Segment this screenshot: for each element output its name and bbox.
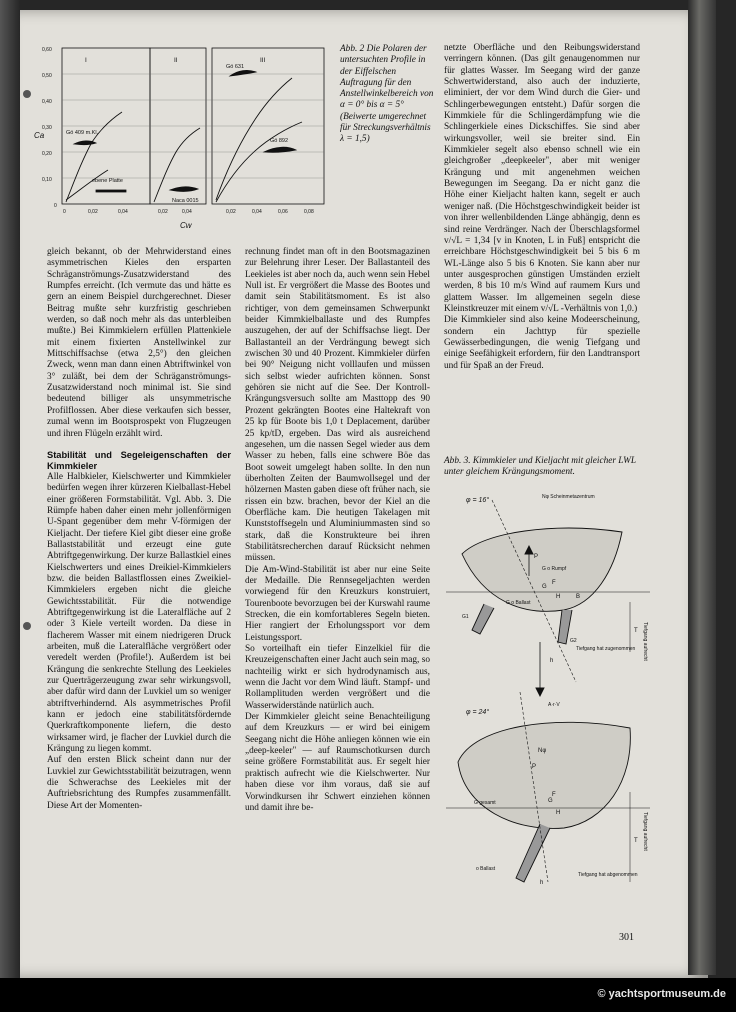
- label-p-bottom: P: [532, 764, 537, 770]
- label-arv: A·r·V: [548, 702, 560, 708]
- polar-curve-go409: [66, 112, 122, 202]
- y-axis-label: Ca: [34, 131, 45, 140]
- label-g1: G1: [462, 614, 469, 620]
- label-draft-increased: Tiefgang hat zugenommen: [576, 646, 636, 652]
- paragraph: rechnung findet man oft in den Bootsmagazinen zur Belehrung ihrer Leser. Der Ballastanteil des Leekieles ist aber noch da, auch wenn sein Hebel Null ist. Er vergrößert die Masse des Bootes und damit sein Stabilitätsmoment. Es ist also richtiger, von dem gemeinsamen Schwerpunkt beider Kimmkielballaste und des Rumpfes auszugehen, der auf der Schiffsachse liegt. Der Ballastanteil an der Verdrängung bewegt sich zwischen 30 und 40 Prozent. Kimmkieler dürfen bei 90° Neigung nicht volllaufen und müssen sich selbst wieder aufrichten können. Sonst gehören sie nicht auf die See. Der Kontroll-Krängungsversuch sollte am Masttopp des 90 Prozent gekrängten Bootes eine Haltekraft von 25 kp für Boote bis 1,0 t Deplacement, darüber 25 kp/tD, ergeben. Das wird als ausreichend angesehen, um die nassen Segel wieder aus dem Wasser zu heben, falls eine schwere Böe das Boot soweit umgelegt haben sollte. In den nun überholten Zeiten der Baumwollsegel und der hölzernen Masten gaben diese oft früher nach, sie rissen ein bzw. brachen, bevor der Kiel an die Oberfläche kam. Die heutigen Takelagen mit Kunststoffsegeln und Aluminiummasten sind so stark, daß die Konstrukteure bei ihren Stabilitätsrecherchen darauf Rücksicht nehmen müssen.: [245, 247, 430, 564]
- label-h: H: [556, 594, 561, 600]
- label-f-bottom: F: [552, 792, 556, 798]
- paragraph: Die Am-Wind-Stabilität ist aber nur eine Seite der Medaille. Die Rennsegeljachten werden vorwiegend für den Kreuzkurs konstruiert, Tourenboote bevorzugen bei der Kurswahl raume Strecken, die ein komfortableres Segeln bieten. Hier rangiert der Erholungssport vor dem Leistungssport.: [245, 564, 430, 643]
- figure-2-caption: Abb. 2 Die Polaren der untersuchten Profile in der Eiffelschen Auftragung für den Anstellwinkelbereich von α = 0° bis α = 5° (Beiwerte umgerechnet für Streckungsverhältnis λ = 1,5): [340, 44, 434, 145]
- hull-bottom-kieljacht: [458, 722, 630, 828]
- x-tick: 0,02: [226, 209, 236, 215]
- label-t: T: [634, 628, 638, 634]
- polar-curve-go892: [216, 122, 302, 202]
- bilge-keel-windward: [472, 604, 494, 634]
- label-g2: G2: [570, 638, 577, 644]
- label-b: B: [576, 594, 581, 600]
- figure-3-caption: Abb. 3. Kimmkieler und Kieljacht mit gleicher LWL unter gleichem Krängungsmoment.: [444, 456, 636, 478]
- x-tick: 0,08: [304, 209, 314, 215]
- y-tick: 0,30: [42, 125, 52, 131]
- panel-label-3: III: [260, 57, 266, 64]
- hull-stability-figure: [444, 492, 656, 922]
- paragraph: Die Kimmkieler sind also keine Modeerscheinung, sondern ein Jachttyp für spezielle Gewässerbedingungen, die wenig Tiefgang und einige Seefähigkeit erfordern, für den Landtransport und für Spaß an der Freud.: [444, 315, 640, 371]
- deep-keel: [516, 824, 550, 882]
- x-tick: 0,02: [158, 209, 168, 215]
- y-tick: 0,40: [42, 99, 52, 105]
- text-column-3: [444, 43, 640, 372]
- y-tick: 0: [54, 203, 57, 209]
- profile-label-go892: Gö 892: [270, 138, 289, 144]
- text-column-2: [245, 247, 430, 814]
- y-tick: 0,50: [42, 73, 52, 79]
- polar-diagram-figure: [30, 42, 340, 247]
- watermark-text: © yachtsportmuseum.de: [597, 988, 726, 1000]
- label-t-bottom: T: [634, 838, 638, 844]
- profile-shape-flat-plate: [96, 190, 126, 192]
- label-draft-decreased: Tiefgang hat abgenommen: [578, 872, 638, 878]
- label-draft-upright-bottom: Tiefgang aufrecht: [642, 812, 648, 851]
- label-f: F: [552, 580, 556, 586]
- label-n-phi: Nφ: [538, 748, 547, 754]
- label-g-bottom: G: [548, 798, 553, 804]
- label-g: G: [542, 584, 547, 590]
- y-tick: 0,20: [42, 151, 52, 157]
- panel-label-1: I: [85, 57, 87, 64]
- profile-shape-go409: [74, 141, 96, 145]
- paragraph: Auf den ersten Blick scheint dann nur der Luvkiel zur Gewichtsstabilität beizutragen, wenn die Schwerachse des Leekieles mit der Auftriebsrichtung des Rumpfes zusammenfällt. Diese Art der Momenten-: [47, 755, 231, 811]
- section-heading: Stabilität und Segeleigenschaften der Kimmkieler: [47, 449, 231, 471]
- label-h-arm-bottom: h: [540, 880, 544, 886]
- profile-label-naca0015: Naca 0015: [172, 198, 199, 204]
- label-g-ballast: G o Ballast: [506, 600, 531, 606]
- x-tick: 0,06: [278, 209, 288, 215]
- profile-label-flat-plate: ebene Platte: [92, 178, 123, 184]
- book-left-edge: [0, 0, 20, 1012]
- y-tick: 0,10: [42, 177, 52, 183]
- label-draft-upright: Tiefgang aufrecht: [642, 622, 648, 661]
- y-tick: 0,60: [42, 47, 52, 53]
- label-g-rumpf: G o Rumpf: [542, 566, 567, 572]
- profile-label-go409: Gö 409 m.Kl.: [66, 130, 99, 136]
- paragraph: netzte Oberfläche und den Reibungswiderstand verringern können. (Das gilt genaugenommen nur für glattes Wasser. Im Seegang wird der ganze Schwertwiderstand, also auch der induzierte, eliminiert, der vor dem Wind durch die Gier- und Schlingerbewegungen entsteht.) Dafür sorgen die Kimmkiele für die Schlingerdämpfung wie die Schlingerkiele eines Dickschiffes. Sie sind aber wirkungsvoller, weil sie breiter sind. Ein Kimmkieler segelt also ebenso schnell wie ein gleichgroßer „deepkeeler", aber mit weniger Krängung und mit angenehmen weichen Bewegungen im Seegang. Da er nicht ganz die Höhe einer Kieljacht halten kann, segelt er auch weniger naß. (Die Höchstgeschwindigkeit beider ist von ihrer wellenbildenden Länge abhängig, denn es sind reine Verdränger. Nach der Überschlagsformel v/√L = 1,34 [v in Knoten, L in Fuß] entspricht die erreichbare Höchstgeschwindigkeit bei 5 bis 6 m WL-Länge also 5 bis 6 Knoten. Sie kann aber nur unter ausgesprochen günstigen Umständen erzielt werden, 8 bis 10 m/s Wind auf raumem Kurs und glattem Wasser. Im allgemeinen segeln diese Kleinstkreuzer mit einem v/√L -Verhältnis von 1,0.): [444, 43, 640, 314]
- x-tick: 0,04: [182, 209, 192, 215]
- x-tick: 0,04: [118, 209, 128, 215]
- profile-label-go631: Gö 631: [226, 64, 245, 70]
- paragraph: So vorteilhaft ein tiefer Einzelkiel für die Kreuzeigenschaften einer Jacht auch sein mag, so nachteilig wirkt er sich hydrodynamisch aus, wenn die Jacht vor dem Wind läuft. Stampf- und Rollamplituden werden vergrößert und die Wasserwiderstände natürlich auch.: [245, 644, 430, 711]
- paragraph: gleich bekannt, ob der Mehrwiderstand eines asymmetrischen Kieles den ersparten Schräganströmungs-Zusatzwiderstand des Rumpfes erreicht. (Ich vermute das und hätte es gern an einem Beispiel durchgerechnet. Dieser Beitrag mußte sehr kurzfristig geschrieben werden, so daß noch mehr als das unterbleiben mußte.) Bei Kimmkielern erfüllen Plattenkiele mit einem fixierten Anstellwinkel zur Mittschiffsachse (etwa 2,5°) den gleichen Zweck, wenn man dann einen Abtriftwinkel von 3° zuläßt, bei dem der Schräganströmungs-Zusatzwiderstand noch minimal ist. Sie sind bedeutend billiger als unsymmetrische Profilflossen. Aber diese verkaufen sich besser, zumal wenn im Bootsprospekt von Flugzeugen und ihren Flügeln erzählt wird.: [47, 247, 231, 439]
- profile-shape-naca0015: [170, 187, 198, 192]
- page-spine-shadow: [688, 0, 716, 975]
- page-number: 301: [619, 932, 634, 943]
- binder-hole: [23, 622, 31, 630]
- label-p: P: [534, 554, 539, 560]
- x-tick: 0,02: [88, 209, 98, 215]
- text-column-1: [47, 247, 231, 812]
- label-h-arm: h: [550, 658, 554, 664]
- profile-shape-go892: [264, 147, 296, 152]
- paragraph: Alle Halbkieler, Kielschwerter und Kimmkieler bedürfen wegen ihrer kürzeren Kielballast-Hebel einer größeren Formstabilität. Vgl. Abb. 3. Die Rümpfe haben daher einen mehr jollenförmigen U-Spant gegenüber dem mehr V-förmigen der Kieljacht. Der tiefere Kiel gibt dieser eine große Ballaststabilität und erzeugt eine gute Abtriftgegenwirkung. Der kurze Ballastkiel eines Kielschwerters und eines Dreikiel-Kimmkielers bzw. die beiden Ballastflossen eines Zweikiel-Kimmkielers ergeben nicht die gleiche Gewichtsstabilität. Für die notwendige Abtriftgegenwirkung ist die Lateralfläche auf 2 oder 3 Kiele verteilt worden. Da diese in flacherem Wasser mit einem niedrigeren Druck arbeiten, muß die Lateralfläche vergrößert oder veredelt werden (Profile!). Außerdem ist bei Krängung die senkrechte Stellung des Leekieles zur Querträgerzeugung zwar sehr wirkungsvoll, aber dafür wird dann der Luvkiel um so weniger abtriftverhindernd. Als asymmetrisches Profil kann er jedoch eine stabilitätsfördernde Querkraftkomponente liefern, die desto wirksamer wird, je flacher der Luvkiel durch die Krängung zu liegen kommt.: [47, 471, 231, 755]
- heel-angle-bottom: φ = 24°: [466, 709, 490, 716]
- metacenter-label: Nφ Scheinmetazentrum: [542, 494, 595, 500]
- label-h-bottom: H: [556, 810, 561, 816]
- heel-angle-top: φ = 16°: [466, 497, 490, 504]
- paragraph: Der Kimmkieler gleicht seine Benachteiligung auf dem Kreuzkurs — er wird bei einigem Seegang nicht die Höhe anliegen können wie ein „deep-keeler" — auf Raumschotkursen durch seine größere Formstabilität aus. Er segelt hier praktisch aufrecht wie die Kielschwerter. Nur haben diese vor ihm voraus, daß sie auf Vorwindkursen ihr Schwert einziehen können und damit ihre be-: [245, 712, 430, 813]
- x-tick: 0: [63, 209, 66, 215]
- profile-shape-go631: [230, 70, 256, 76]
- x-tick: 0,04: [252, 209, 262, 215]
- x-axis-label: Cw: [180, 221, 192, 230]
- label-ballast-bottom: o Ballast: [476, 866, 496, 872]
- arrow-icon: [536, 688, 544, 696]
- label-g-gesamt: G gesamt: [474, 800, 496, 806]
- panel-label-2: II: [174, 57, 178, 64]
